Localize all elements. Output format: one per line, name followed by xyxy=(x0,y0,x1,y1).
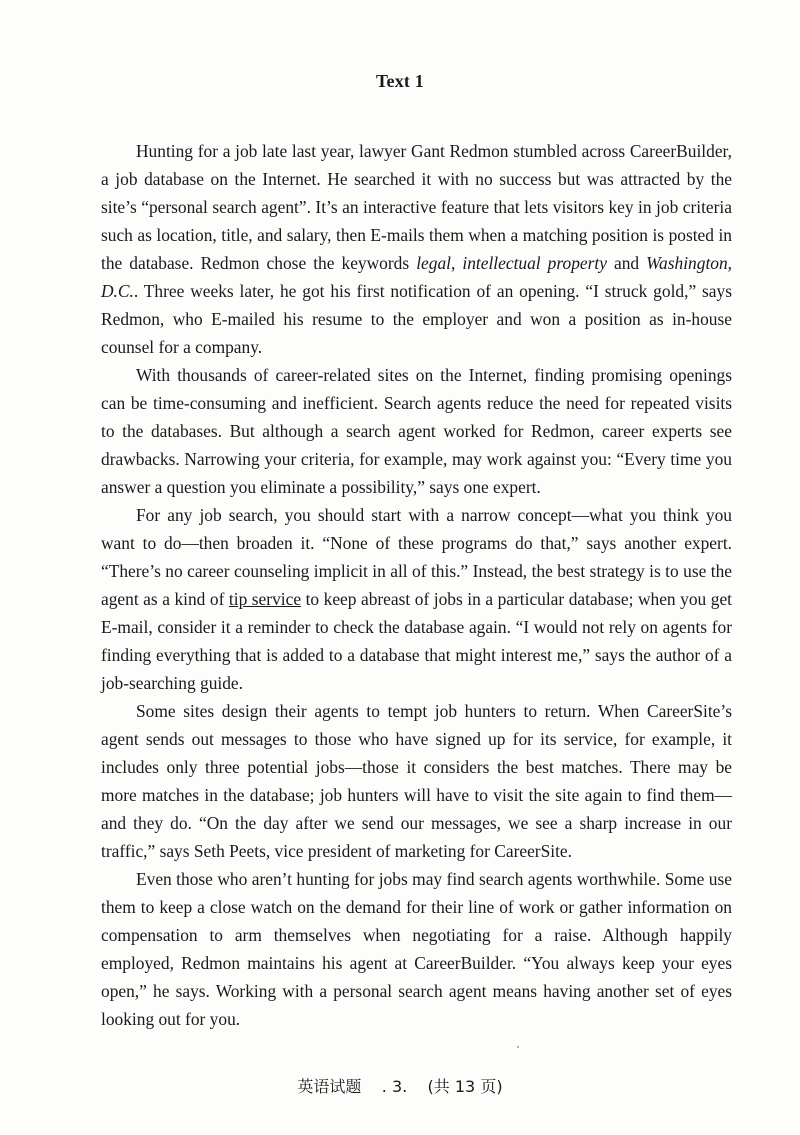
keyword-separator-1: , xyxy=(450,253,463,273)
page-title: Text 1 xyxy=(375,71,425,91)
keyword-washington: Washington, D.C. xyxy=(101,253,733,301)
paragraph-3 xyxy=(101,501,732,697)
paragraph-1 xyxy=(101,137,732,361)
paragraph-4: Some sites design their agents to tempt job hunters to return. When CareerSite’s agent sends out messages to those who have signed up for its service, for example, it includes only three potential jobs—those it considers the best matches. There may be more matches in the database; job hunters will have to visit the site again to find them—and they do. “On the day after we send our messages, we see a sharp increase in our traffic,” says Seth Peets, vice president of marketing for CareerSite. xyxy=(101,701,732,861)
paragraph-2: With thousands of career-related sites on the Internet, finding promising openings can be time-consuming and inefficient. Search agents reduce the need for repeated visits to the databases. But although a search agent worked for Redmon, career experts see drawbacks. Narrowing your criteria, for example, may work against you: “Every time you answer a question you eliminate a possibility,” says one expert. xyxy=(101,365,732,497)
scan-speck xyxy=(517,1046,519,1048)
keyword-intellectual-property: intellectual property xyxy=(462,253,607,273)
page-footer xyxy=(0,1074,800,1097)
footer-subject: 英语试题 xyxy=(297,1077,362,1096)
paragraph-1-text-b: . Three weeks later, he got his first notification of an opening. “I struck gold,” says Redmon, who E-mailed his resume to the employer and won a position as in-house counsel for a company. xyxy=(101,281,732,357)
keyword-separator-2: and xyxy=(606,253,647,273)
paragraph-1-text-a: Hunting for a job late last year, lawyer Gant Redmon stumbled across CareerBuilder, a job database on the Internet. He searched it with no success but was attracted by the site’s “personal search agent”. It’s an interactive feature that lets visitors key in job criteria such as location, title, and salary, then E-mails them when a matching position is posted in the database. Redmon chose the keywords xyxy=(101,141,732,273)
passage-body xyxy=(101,137,732,1033)
paragraph-3-text-b: to keep abreast of jobs in a particular database; when you get E-mail, consider it a reminder to check the database again. “I would not rely on agents for finding everything that is added to a database that might interest me,” says the author of a job-searching guide. xyxy=(101,589,732,693)
footer-total-pages: (共 13 页) xyxy=(427,1077,503,1096)
paragraph-3-text-a: For any job search, you should start with a narrow concept—what you think you want to do—then broaden it. “None of these programs do that,” says another expert. “There’s no career counseling implicit in all of this.” Instead, the best strategy is to use the agent as a kind of xyxy=(101,505,732,609)
paragraph-5: Even those who aren’t hunting for jobs may find search agents worthwhile. Some use them to keep a close watch on the demand for their line of work or gather information on compensation to arm themselves when negotiating for a raise. Although happily employed, Redmon maintains his agent at CareerBuilder. “You always keep your eyes open,” he says. Working with a personal search agent means having another set of eyes looking out for you. xyxy=(101,869,732,1029)
footer-page-number: . 3. xyxy=(381,1077,408,1096)
keyword-legal: legal xyxy=(416,253,451,273)
underlined-phrase-tip-service: tip service xyxy=(228,589,302,609)
